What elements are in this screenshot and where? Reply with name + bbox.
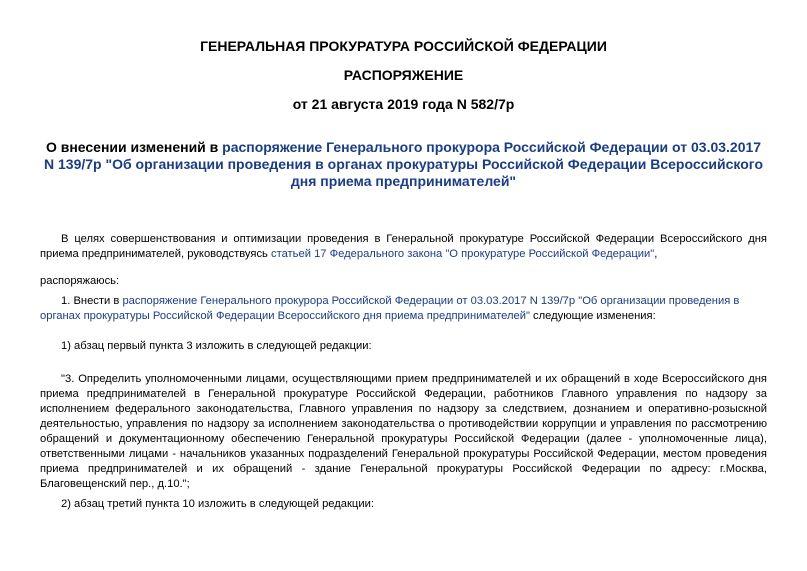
paragraph-quote-3: "3. Определить уполномоченными лицами, осуществляющими прием предпринимателей и их обращений в ходе Всероссийского дня приема предпринимателей в Генеральной прокуратуре Российской Федерации, работников Главного управления по надзору за исполнением федерального законодательства, Главного управления по надзору за следствием, дознанием и оперативно-розыскной деятельностью, управления по надзору за исполнением законодательства о противодействии коррупции и управления по рассмотрению обращений и документационному обеспечению Генеральной прокуратуры Российской Федерации (далее - уполномоченные лица), ответственными лицами - начальников указанных подразделений Генеральной прокуратуры Российской Федерации, местом проведения приема предпринимателей и их обращений - здание Генеральной прокуратуры Российской Федерации по адресу: г.Москва, Благовещенский пер., д.10."; <box>40 373 767 490</box>
paragraph-preamble <box>40 232 767 262</box>
item-1-end: следующие изменения: <box>529 310 656 322</box>
preamble-text: В целях совершенствования и оптимизации проведения в Генеральной прокуратуре Российской Федерации Всероссийского дня приема предпринимателей, руководствуясь <box>40 233 767 260</box>
organization-heading: ГЕНЕРАЛЬНАЯ ПРОКУРАТУРА РОССИЙСКОЙ ФЕДЕРАЦИИ <box>200 38 607 54</box>
paragraph-subitem-1: 1) абзац первый пункта 3 изложить в следующей редакции: <box>61 340 372 352</box>
title-link[interactable]: распоряжение Генерального прокурора Российской Федерации от 03.03.2017 N 139/7р "Об организации проведения в органах прокуратуры Российской Федерации Всероссийского дня приема предпринимателей" <box>44 139 763 189</box>
item-1-text: 1. Внести в <box>61 295 123 307</box>
preamble-end: , <box>654 248 658 260</box>
document-date-number: от 21 августа 2019 года N 582/7р <box>292 96 515 112</box>
order-link[interactable]: распоряжение Генерального прокурора Российской Федерации от 03.03.2017 N 139/7р "Об организации проведения в органах прокуратуры Российской Федерации Всероссийского дня приема предпринимателей" <box>40 295 740 322</box>
law-article-link[interactable]: статьей 17 Федерального закона "О прокуратуре Российской Федерации" <box>270 248 655 260</box>
title-prefix: О внесении изменений в <box>45 139 223 155</box>
paragraph-order: распоряжаюсь: <box>40 275 120 287</box>
document-title <box>40 139 767 190</box>
paragraph-item-1 <box>40 294 767 324</box>
paragraph-subitem-2: 2) абзац третий пункта 10 изложить в следующей редакции: <box>61 498 374 510</box>
document-type-heading: РАСПОРЯЖЕНИЕ <box>343 67 464 83</box>
